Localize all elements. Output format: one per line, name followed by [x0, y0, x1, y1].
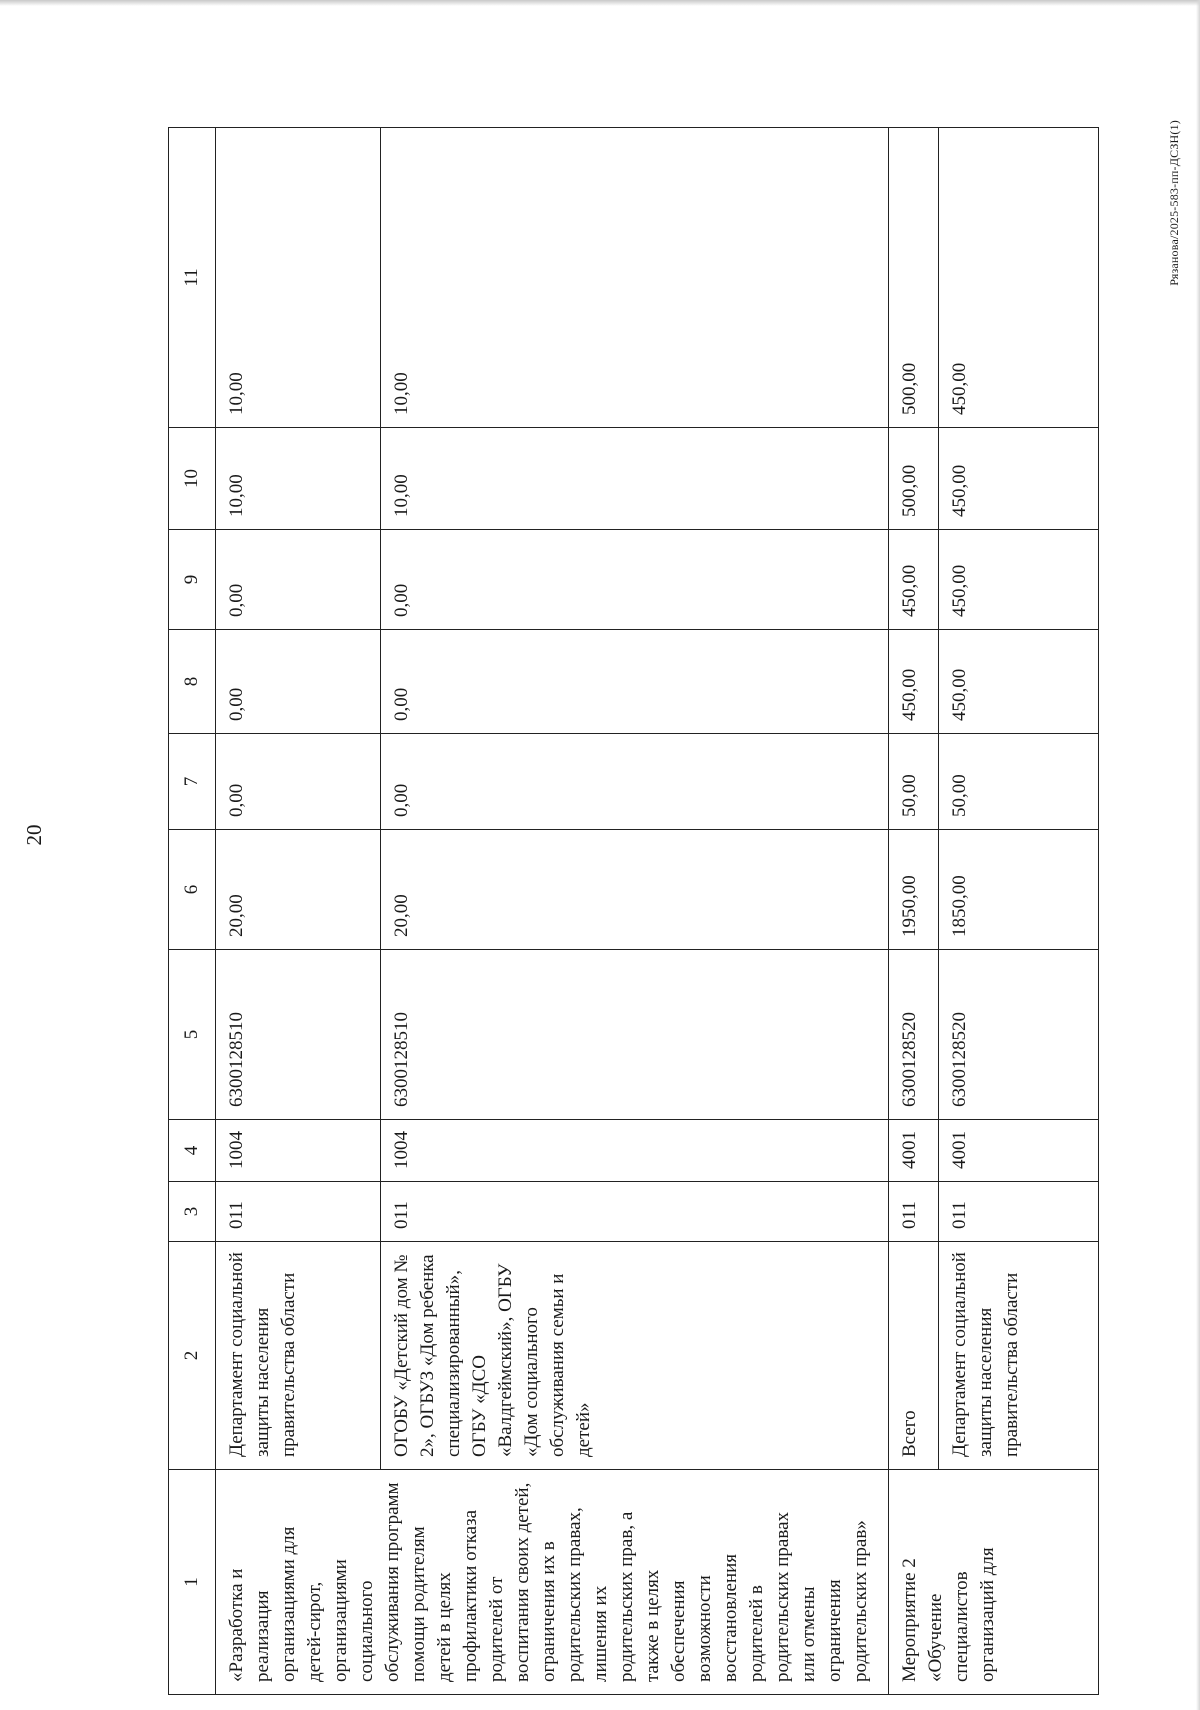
amount-col-9: 450,00 [889, 530, 939, 630]
measure-description: Мероприятие 2 «Обучение специалистов организаций для [899, 1547, 998, 1682]
amount-col-8: 450,00 [889, 630, 939, 734]
amount-col-11: 10,00 [381, 128, 889, 428]
total-amount-cell: 20,00 [381, 830, 889, 950]
ministry-code-cell: 011 [939, 1182, 1099, 1242]
target-item-cell: 6300128520 [889, 950, 939, 1120]
amount-col-9: 0,00 [381, 530, 889, 630]
amount-col-10: 450,00 [939, 428, 1099, 530]
header-col-4: 4 [169, 1120, 216, 1182]
amount-col-7: 50,00 [889, 734, 939, 830]
executor-cell [939, 1242, 1099, 1470]
header-col-6: 6 [169, 830, 216, 950]
target-item-cell: 6300128510 [216, 950, 381, 1120]
budget-table [168, 127, 1099, 1695]
total-amount-cell: 1950,00 [889, 830, 939, 950]
target-item-cell: 6300128510 [381, 950, 889, 1120]
executor-name: Департамент социальной защиты населения правительства области [226, 1252, 299, 1457]
rotated-table-wrapper [168, 128, 1088, 1695]
amount-col-10: 10,00 [216, 428, 381, 530]
page-number: 20 [22, 824, 46, 846]
header-col-10: 10 [169, 428, 216, 530]
amount-col-10: 500,00 [889, 428, 939, 530]
section-code-cell: 1004 [381, 1120, 889, 1182]
header-row [169, 128, 216, 1695]
amount-col-11: 10,00 [216, 128, 381, 428]
header-col-8: 8 [169, 630, 216, 734]
header-col-9: 9 [169, 530, 216, 630]
amount-col-10: 10,00 [381, 428, 889, 530]
table-row [216, 128, 381, 1695]
measure-description: «Разработка и реализация организациями для детей-сирот, организациями социального обслуживания программ помощи родителям детей в целях профилактики отказа родителей от воспитания своих детей, ограничения их в родительских правах, лишения их родительских прав, а также в целях обеспечения возможности восстановления родителей в родительских правах или отмены ограничения родительских прав» [226, 1482, 871, 1682]
amount-col-11: 500,00 [889, 128, 939, 428]
document-footer-code: Рязанова/2025-583-пп-ДСЗН(1) [1167, 120, 1181, 286]
ministry-code-cell: 011 [889, 1182, 939, 1242]
amount-col-7: 0,00 [216, 734, 381, 830]
amount-col-9: 450,00 [939, 530, 1099, 630]
amount-col-8: 450,00 [939, 630, 1099, 734]
header-col-1: 1 [169, 1470, 216, 1695]
amount-col-7: 0,00 [381, 734, 889, 830]
executor-cell [381, 1242, 889, 1470]
scan-right-edge [1196, 0, 1200, 1710]
ministry-code-cell: 011 [381, 1182, 889, 1242]
table-row [939, 128, 1099, 1695]
executor-name: ОГОБУ «Детский дом № 2», ОГБУЗ «Дом ребенка специализированный», ОГБУ «ДСО «Валдгеймский», ОГБУ «Дом социального обслуживания семьи и детей» [391, 1254, 594, 1457]
amount-col-8: 0,00 [216, 630, 381, 734]
target-item-cell: 6300128520 [939, 950, 1099, 1120]
executor-cell [216, 1242, 381, 1470]
amount-col-7: 50,00 [939, 734, 1099, 830]
header-col-11: 11 [169, 128, 216, 428]
total-amount-cell: 1850,00 [939, 830, 1099, 950]
table-row [889, 128, 939, 1695]
executor-name: Департамент социальной защиты населения правительства области [949, 1252, 1022, 1457]
measure-description-cell [889, 1470, 1099, 1695]
amount-col-8: 0,00 [381, 630, 889, 734]
ministry-code-cell: 011 [216, 1182, 381, 1242]
header-col-7: 7 [169, 734, 216, 830]
section-code-cell: 4001 [889, 1120, 939, 1182]
table-row [381, 128, 889, 1695]
section-code-cell: 1004 [216, 1120, 381, 1182]
amount-col-9: 0,00 [216, 530, 381, 630]
header-col-5: 5 [169, 950, 216, 1120]
header-col-3: 3 [169, 1182, 216, 1242]
scan-top-edge [0, 0, 1200, 6]
measure-description-cell [216, 1470, 889, 1695]
amount-col-11: 450,00 [939, 128, 1099, 428]
section-code-cell: 4001 [939, 1120, 1099, 1182]
header-col-2: 2 [169, 1242, 216, 1470]
total-amount-cell: 20,00 [216, 830, 381, 950]
executor-name: Всего [899, 1410, 920, 1457]
executor-cell [889, 1242, 939, 1470]
